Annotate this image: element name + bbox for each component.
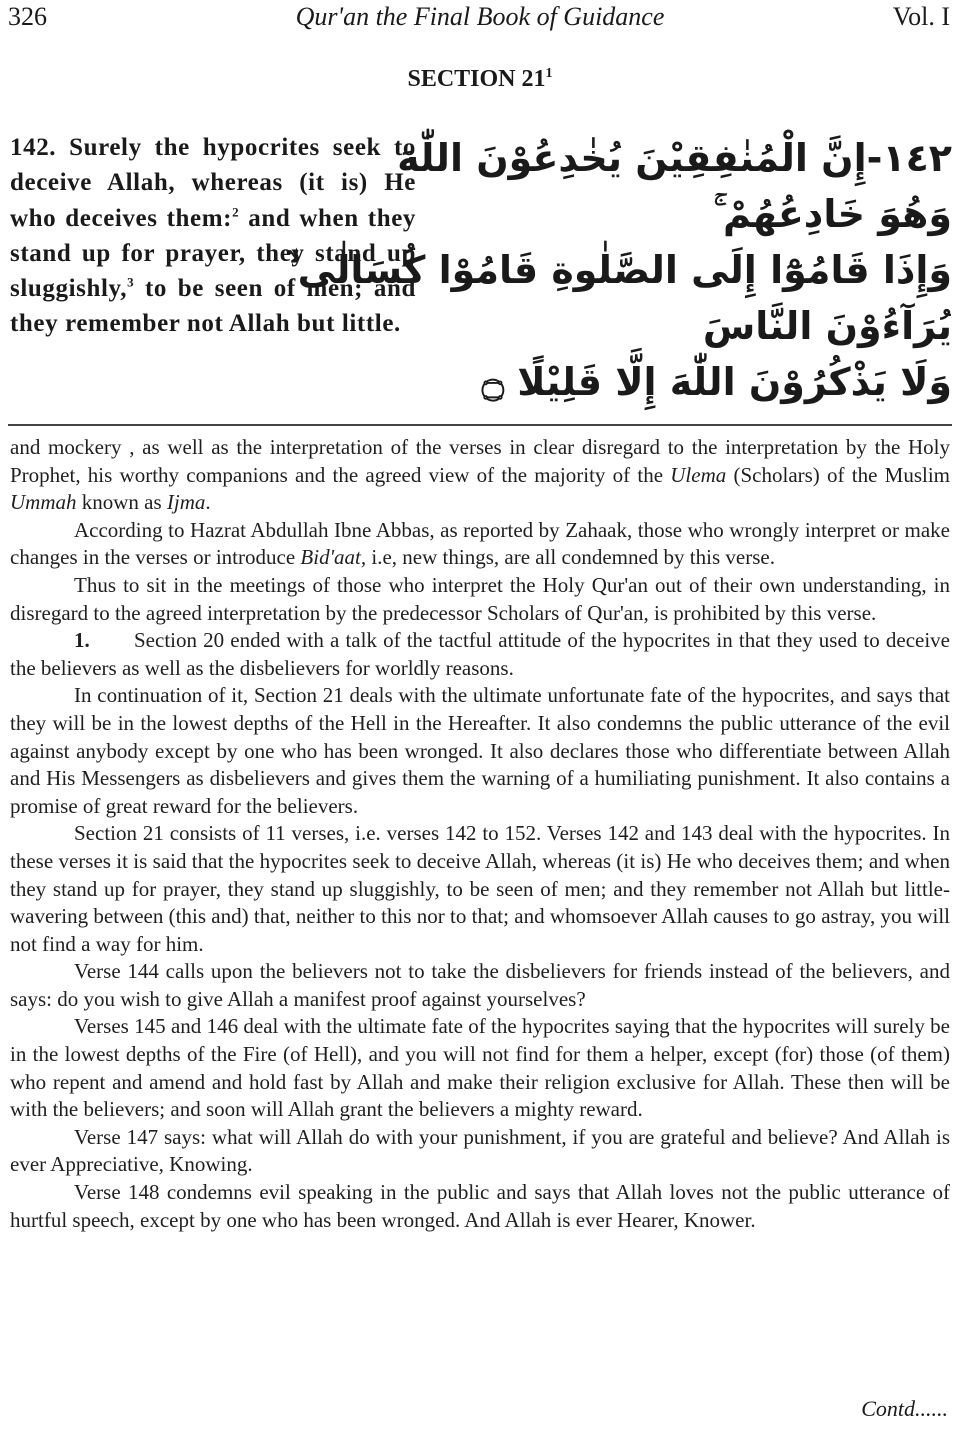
text-run: . [205,490,211,515]
paragraph: Thus to sit in the meetings of those who interpret the Holy Qur'an out of their own understanding, in disregard to the agreed interpretation by the predecessor Scholars of Qur'an, is prohibited by this verse. [10,572,950,625]
text-run: and mockery , as well as the interpretation of the verses in clear disregard to the interpretation by the Holy Prophet, his worthy companions and the agreed view of the majority of the [10,435,950,487]
text-run: According to Hazrat Abdullah Ibne Abbas, as reported by Zahaak, those who wrongly interpret or make changes in the verses or introduce [10,517,950,570]
paragraph: Verse 147 says: what will Allah do with your punishment, if you are grateful and believe? And Allah is ever Appreciative, Knowing. [10,1124,950,1177]
paragraph: Section 21 consists of 11 verses, i.e. verses 142 to 152. Verses 142 and 143 deal with the hypocrites. In these verses it is said that the hypocrites seek to deceive Allah, whereas (it is) He who deceives them; and when they stand up for prayer, they stand up sluggishly, to be seen of men; and they remember not Allah but little-wavering between (this and) that, neither to this nor to that; and whomsoever Allah causes to go astray, you will not find a way for him. [10,821,950,956]
verse-arabic-text [288,130,952,410]
verse-english-part1: 142. Surely the hypocrites seek to deceive Allah, whereas (it is) He who deceives them: [10,134,416,232]
arabic-line: وَهُوَ خَادِعُهُمْ ۚ [713,192,952,236]
term-ummah: Ummah [10,490,77,515]
paragraph: Verse 144 calls upon the believers not to take the disbelievers for friends instead of the believers, and says: do you wish to give Allah a manifest proof against yourselves? [10,959,950,1011]
term-ijma: Ijma [166,490,206,515]
term-ulema: Ulema [670,462,727,487]
divider-rule [8,424,952,426]
term-bidaat: Bid'aat, [300,545,367,570]
running-head [0,0,960,40]
section-footnote-mark: 1 [545,66,553,81]
text-run: (Scholars) of the Muslim [726,462,950,487]
paragraph-continued [10,434,950,517]
arabic-line: ١٤٢-إِنَّ الْمُنٰفِقِيْنَ يُخٰدِعُوْنَ اللّٰهَ [397,136,952,180]
volume-label: Vol. I [892,2,950,31]
footnote-mark-2: 2 [232,204,240,220]
arabic-line: يُرَآءُوْنَ النَّاسَ [702,304,952,348]
paragraph: In continuation of it, Section 21 deals with the ultimate unfortunate fate of the hypocrites, and says that they will be in the lowest depths of the Hell in the Hereafter. It also condemns the public utterance of the evil against anybody except by one who has been wronged. It also declares those who differentiate between Allah and His Messengers as disbelievers and gives them the warning of a humiliating punishment. It also contains a promise of great reward for the believers. [10,683,950,818]
text-run: known as [76,490,167,515]
footnote-number: 1. [74,628,90,653]
section-heading [0,66,960,93]
footnote-text: Section 20 ended with a talk of the tactful attitude of the hypocrites in that they used to deceive the believers as well as the disbelievers for worldly reasons. [10,628,950,680]
book-title: Qur'an the Final Book of Guidance [295,2,665,31]
arabic-line: وَإِذَا قَامُوْٓا إِلَى الصَّلٰوةِ قَامُوْا كُسَالٰى ۙ [288,248,952,292]
arabic-line: وَلَا يَذْكُرُوْنَ اللّٰهَ إِلَّا قَلِيْلًا ۝ [481,360,952,404]
text-run: i.e, new things, are all condemned by this verse. [366,545,775,570]
verse-english-part2: and when they stand up for prayer, they stand up sluggishly, [10,204,416,303]
paragraph: Verse 148 condemns evil speaking in the public and says that Allah loves not the public utterance of hurtful speech, except by one who has been wronged. And Allah is ever Hearer, Knower. [10,1180,950,1232]
verse-english-part3: to be seen of men; and they remember not Allah but little. [10,275,416,338]
verse-english-translation [10,130,416,342]
commentary-body [10,434,950,1234]
paragraph [10,517,950,572]
footnote-1 [10,627,950,682]
footnote-mark-3: 3 [127,274,135,290]
page-number: 326 [8,2,47,31]
section-title: SECTION 21 [407,66,546,92]
paragraph: Verses 145 and 146 deal with the ultimate fate of the hypocrites saying that the hypocrites will surely be in the lowest depths of the Fire (of Hell), and you will not find for them a helper, except (for) those (of them) who repent and amend and hold fast by Allah and make their religion exclusive for Allah. These then will be with the believers; and soon will Allah grant the believers a mighty reward. [10,1014,950,1122]
continued-label: Contd...... [861,1396,948,1421]
